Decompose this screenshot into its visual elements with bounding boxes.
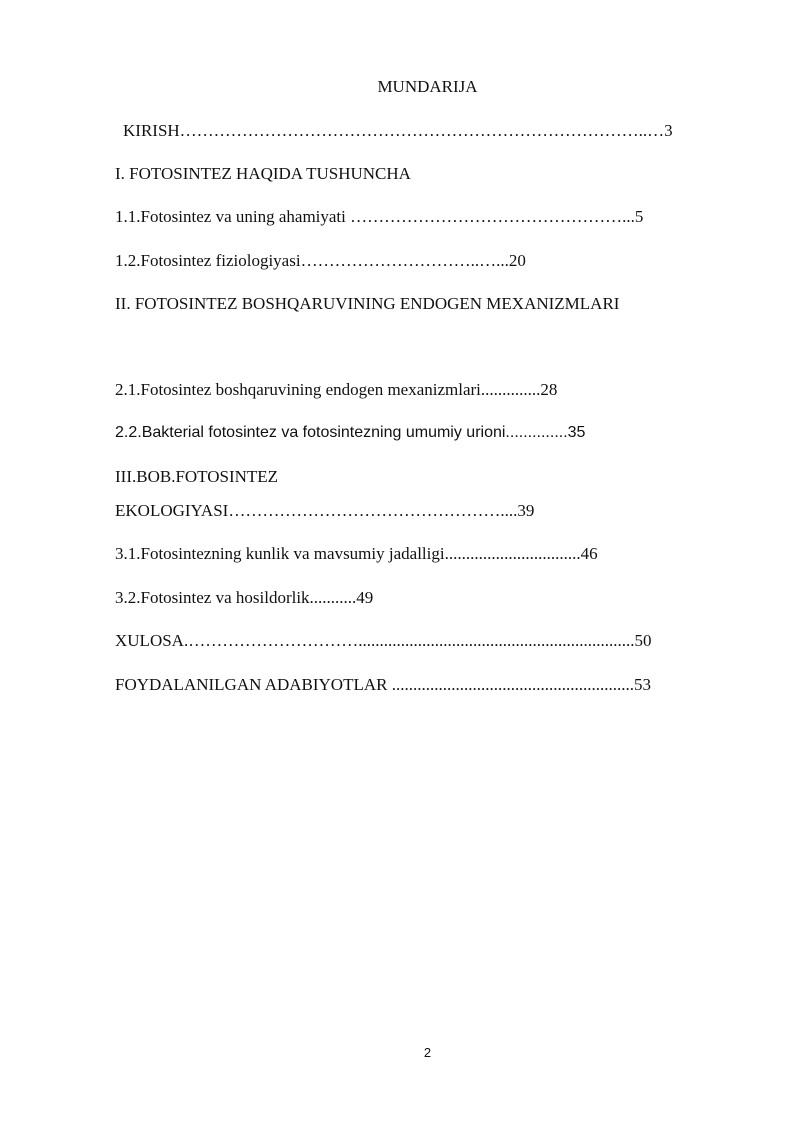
toc-chapter-1: I. FOTOSINTEZ HAQIDA TUSHUNCHA xyxy=(115,164,411,183)
toc-entry-3-2: 3.2.Fotosintez va hosildorlik...........49 xyxy=(115,588,374,607)
toc-entry-2-1: 2.1.Fotosintez boshqaruvining endogen mexanizmlari..............28 xyxy=(115,380,558,399)
toc-entry-3-1: 3.1.Fotosintezning kunlik va mavsumiy jadalligi................................46 xyxy=(115,544,598,563)
toc-entry-1-1: 1.1.Fotosintez va uning ahamiyati …………………………………………...5 xyxy=(115,207,644,226)
toc-entry-1-2: 1.2.Fotosintez fiziologiyasi…………………………..…...20 xyxy=(115,251,526,270)
toc-entry-2-2: 2.2.Bakterial fotosintez va fotosintezning umumiy urioni..............35 xyxy=(115,424,586,441)
toc-chapter-3-cont: EKOLOGIYASI…………………………………………....39 xyxy=(115,501,535,520)
toc-entry-xulosa: XULOSA.………………………….................................................................50 xyxy=(115,631,652,650)
toc-chapter-3: III.BOB.FOTOSINTEZ xyxy=(115,467,279,486)
page-number: 2 xyxy=(423,1045,432,1060)
toc-entry-kirish: KIRISH………………………………………………………………………..…3 xyxy=(123,121,673,140)
toc-title: MUNDARIJA xyxy=(377,77,478,96)
toc-chapter-2: II. FOTOSINTEZ BOSHQARUVINING ENDOGEN MEXANIZMLARI xyxy=(115,294,620,313)
toc-entry-adabiyotlar: FOYDALANILGAN ADABIYOTLAR .........................................................53 xyxy=(115,675,651,694)
